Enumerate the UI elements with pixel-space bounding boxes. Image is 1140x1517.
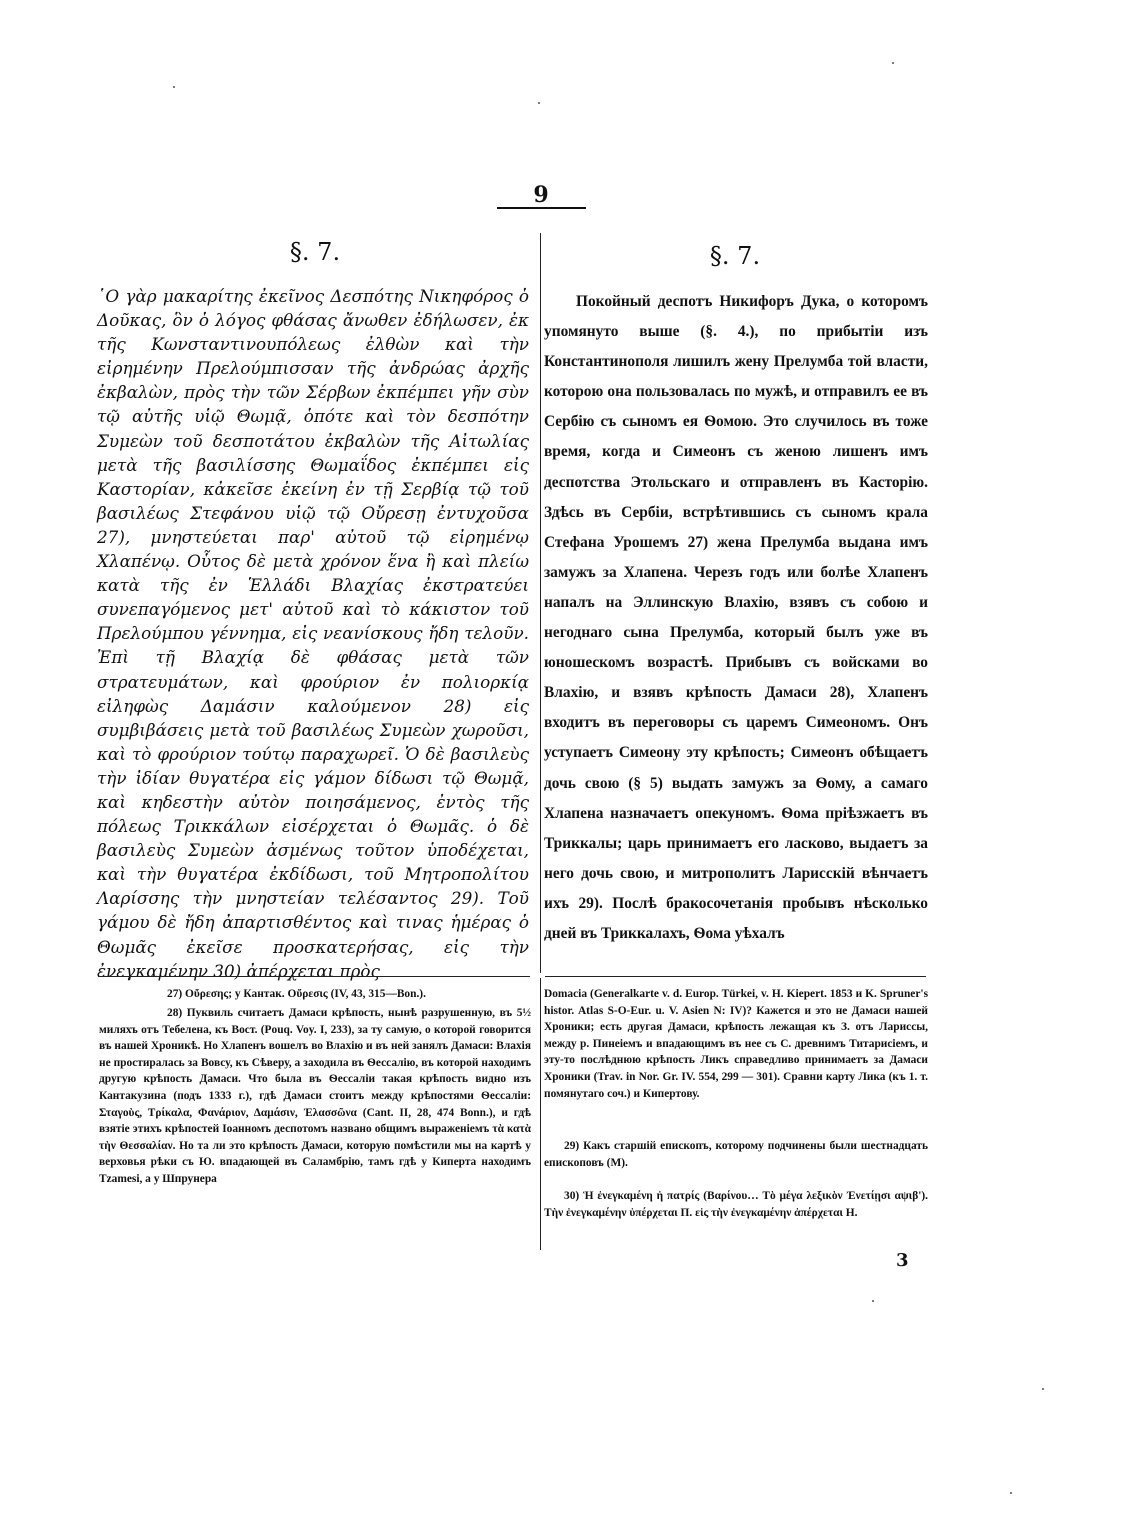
paper-speck [892,62,894,64]
paper-speck [173,86,175,88]
page-number: 9 [533,182,549,208]
russian-section-heading: §. 7. [709,242,761,270]
column-divider [540,233,541,973]
footnote-rule-right [545,976,926,977]
footnote-29: 29) Какъ старшій епископъ, которому подчинены были шестнадцать епископовъ (М). [544,1140,928,1169]
greek-text-column: ῾Ο γὰρ μακαρίτης ἐκεῖνος Δεσπότης Νικηφόρος ὁ Δοῦκας, ὃν ὁ λόγος φθάσας ἄνωθεν ἐδήλωσεν, ἐκ τῆς Κωνσταντινουπόλεως ἐλθὼν καὶ τὴν εἰρημένην Πρελούμπισσαν τῆς ἀνδρώας ἀρχῆς ἐκβαλὼν, πρὸς τὴν τῶν Σέρβων ἐκπέμπει γῆν σὺν τῷ αὐτῆς υἱῷ Θωμᾷ, ὁπότε καὶ τὸν δεσπότην Συμεὼν τοῦ δεσποτάτου ἐκβαλὼν τῆς Αἰτωλίας μετὰ τῆς βασιλίσσης Θωμαΐδος ἐκπέμπει εἰς Καστορίαν, κἀκεῖσε ἐκείνη ἐν τῇ Σερβίᾳ τῷ τοῦ βασιλέως Στεφάνου υἱῷ τῷ Οὔρεσῃ ἐντυχοῦσα 27), μνηστεύεται παρ' αὐτοῦ τῷ εἰρημένῳ Χλαπένῳ. Οὗτος δὲ μετὰ χρόνον ἕνα ἢ καὶ πλείω κατὰ τῆς ἐν Ἑλλάδι Βλαχίας ἐκστρατεύει συνεπαγόμενος μετ' αὐτοῦ καὶ τὸ κάκιστον τοῦ Πρελούμπου γέννημα, εἰς νεανίσκους ἤδη τελοῦν. Ἐπὶ τῇ Βλαχίᾳ δὲ φθάσας μετὰ τῶν στρατευμάτων, καὶ φρούριον ἐν πολιορκίᾳ εἰληφὼς Δαμάσιν καλούμενον 28) εἰς συμβιβάσεις μετὰ τοῦ βασιλέως Συμεὼν χωροῦσι, καὶ τὸ φρούριον τούτῳ παραχωρεῖ. Ὁ δὲ βασιλεὺς τὴν ἰδίαν θυγατέρα εἰς γάμον δίδωσι τῷ Θωμᾷ, καὶ κηδεστὴν αὐτὸν ποιησάμενος, ἐντὸς τῆς πόλεως Τρικκάλων εἰσέρχεται ὁ Θωμᾶς. ὁ δὲ βασιλεὺς Συμεὼν ἀσμένως τοῦτον ὑποδέχεται, καὶ τὴν θυγατέρα ἐκδίδωσι, τοῦ Μητροπολίτου Λαρίσσης τὴν μνηστείαν τελέσαντος 29). Τοῦ γάμου δὲ ἤδη ἀπαρτισθέντος καὶ τινας ἡμέρας ὁ Θωμᾶς ἐκεῖσε προσκατερήσας, εἰς τὴν ἐνεγκαμένην 30) ἀπέρχεται πρὸς [97,286,529,981]
notes-column-divider [540,978,541,1250]
footnote-rule-left [98,976,530,977]
greek-section-heading: §. 7. [289,238,341,266]
footnote-30: 30) Ἡ ἐνεγκαμένη ἡ πατρίς (Βαρίνου… Τὸ μέγα λεξικὸν Ἐνετίῃσι αψιβ'). Τὴν ἐνεγκαμένην ὑπέρχεται Π. εἰς τὴν ἐνεγκαμένην ἀπέρχεται Η. [544,1190,928,1219]
signature-mark: 3 [896,1250,909,1271]
footnote-28: 28) Пуквиль считаетъ Дамаси крѣпость, нынѣ разрушенную, въ 5½ миляхъ отъ Тебелена, къ Вост. (Pouq. Voy. I, 233), за ту самую, о которой говорится въ нашей Хроникѣ. Но Хлапенъ вошелъ во Влахію и въ ней занялъ Дамаси: Влахія не простиралась за Вовсу, къ Сѣверу, а заходила въ Ѳессалію, въ которой находимъ другую крѣпость Дамаси. Что была въ Ѳессаліи такая крѣпость видно изъ Кантакузина (подъ 1333 г.), гдѣ Дамаси стоитъ между крѣпостями Ѳессаліи: Σταγοὺς, Τρίκαλα, Φανάριον, Δαμάσιν, Ἐλασσῶνα (Cant. II, 28, 474 Bonn.), и гдѣ взятіе этихъ крѣпостей Іоанномъ деспотомъ названо общимъ выраженіемъ τὰ κατὰ τὴν Θεσσαλίαν. Но та ли это крѣпость Дамаси, которую помѣстили мы на картѣ у верховья рѣки съ Ю. впадающей въ Саламбрію, тамъ гдѣ у Киперта находимъ Tzamesi, а у Шпрунера [99,1007,531,1185]
russian-text-column: Покойный деспотъ Никифоръ Дука, о которомъ упомянуто выше (§. 4.), по прибытіи изъ Константинополя лишилъ жену Прелумба той власти, которою она пользовалась по мужѣ, и отправилъ ее въ Сербію съ сыномъ ея Ѳомою. Это случилось въ тоже время, когда и Симеонъ съ женою лишенъ имъ деспотства Этольскаго и отправленъ въ Касторію. Здѣсь въ Сербіи, встрѣтившись съ сыномъ крала Стефана Урошемъ 27) жена Прелумба выдана имъ замужъ за Хлапена. Черезъ годъ или болѣе Хлапенъ напалъ на Эллинскую Влахію, взявъ съ собою и негоднаго сына Прелумба, который былъ уже въ юношескомъ возрастѣ. Прибывъ съ войсками во Влахію, и взявъ крѣпость Дамаси 28), Хлапенъ входитъ въ переговоры съ царемъ Симеономъ. Онъ уступаетъ Симеону эту крѣпость; Симеонъ обѣщаетъ дочь свою (§ 5) выдать замужъ за Ѳому, а самаго Хлапена назначаетъ опекуномъ. Ѳома пріѣзжаетъ въ Триккалы; царь принимаетъ его ласково, выдаетъ за него дочь свою, и митрополитъ Ларисскій вѣнчаетъ ихъ 29). Послѣ бракосочетанія пробывъ нѣсколько дней въ Триккалахъ, Ѳома уѣхалъ [544,293,928,942]
paper-speck [538,102,540,104]
footnote-28-continued: Domacia (Generalkarte v. d. Europ. Türkei, v. H. Kiepert. 1853 и K. Spruner's histor. Atlas S-O-Eur. u. V. Asien N: IV)? Кажется и это не Дамаси нашей Хроники; есть другая Дамаси, крѣпость лежащая къ З. отъ Ларисcы, между р. Пинеіемъ и впадающимъ въ нее съ С. древнимъ Титарисіемъ, и эту-то послѣднюю крѣпость Ликъ справедливо принимаетъ за Дамаси Хроники (Trav. in Nor. Gr. IV. 554, 299 — 301). Сравни карту Лика (къ 1. т. помянутаго соч.) и Кипертову. [544,988,928,1100]
paper-speck [1042,1388,1044,1390]
paper-speck [872,1300,874,1302]
footnote-27: 27) Οὔρεσης; у Кантак. Οὔρεσις (IV, 43, 315—Bon.). [167,988,426,1000]
paper-speck [1010,1492,1012,1494]
header-rule [497,207,586,209]
